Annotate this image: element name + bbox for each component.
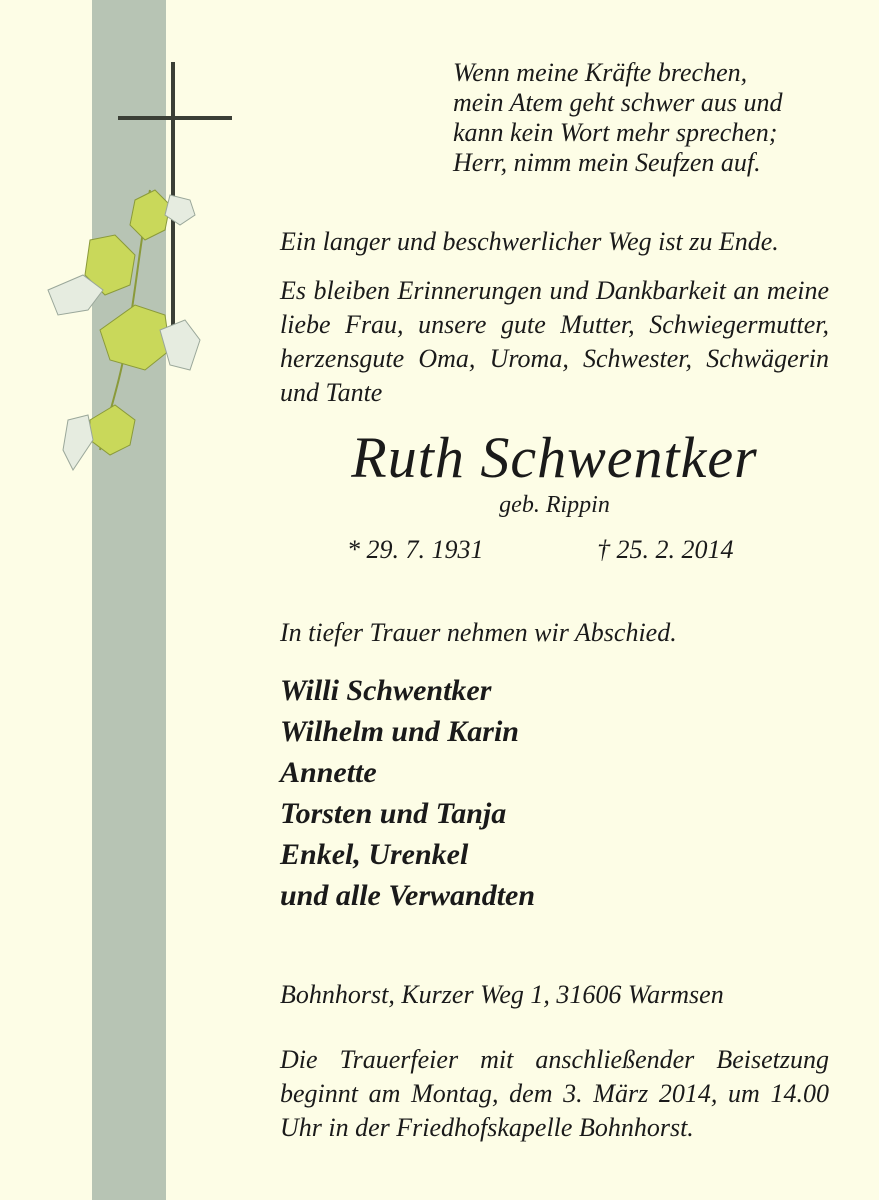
- poem-line: mein Atem geht schwer aus und: [453, 88, 783, 117]
- family-list: [280, 670, 535, 916]
- service-notice: Die Trauerfeier mit anschließender Beisetzung beginnt am Montag, dem 3. März 2014, um 14.00 Uhr in der Friedhofskapelle Bohnhorst.: [280, 1045, 829, 1142]
- family-member: Willi Schwentker: [280, 674, 492, 707]
- maiden-name: geb. Rippin: [499, 492, 610, 518]
- family-member: Annette: [280, 756, 377, 789]
- poem-line: kann kein Wort mehr sprechen;: [453, 118, 778, 147]
- address: Bohnhorst, Kurzer Weg 1, 31606 Warmsen: [280, 980, 724, 1009]
- family-member: und alle Verwandten: [280, 879, 536, 912]
- deceased-name: Ruth Schwentker: [351, 425, 758, 490]
- poem-line: Wenn meine Kräfte brechen,: [453, 58, 748, 87]
- family-member: Torsten und Tanja: [280, 797, 507, 830]
- death-date: † 25. 2. 2014: [597, 535, 734, 564]
- ivy-leaves-icon: [40, 180, 210, 480]
- family-member: Wilhelm und Karin: [280, 715, 519, 748]
- intro-text: Ein langer und beschwerlicher Weg ist zu Ende.: [280, 227, 779, 256]
- birth-date: * 29. 7. 1931: [347, 535, 484, 564]
- mourning-line: In tiefer Trauer nehmen wir Abschied.: [280, 618, 677, 647]
- poem-line: Herr, nimm mein Seufzen auf.: [453, 148, 761, 177]
- remembrance-text: Es bleiben Erinnerungen und Dankbarkeit an meine liebe Frau, unsere gute Mutter, Schwiegermutter, herzensgute Oma, Uroma, Schwester, Schwägerin und Tante: [280, 276, 829, 407]
- poem: [453, 58, 853, 178]
- family-member: Enkel, Urenkel: [280, 838, 469, 871]
- cross-icon-bar: [118, 116, 232, 120]
